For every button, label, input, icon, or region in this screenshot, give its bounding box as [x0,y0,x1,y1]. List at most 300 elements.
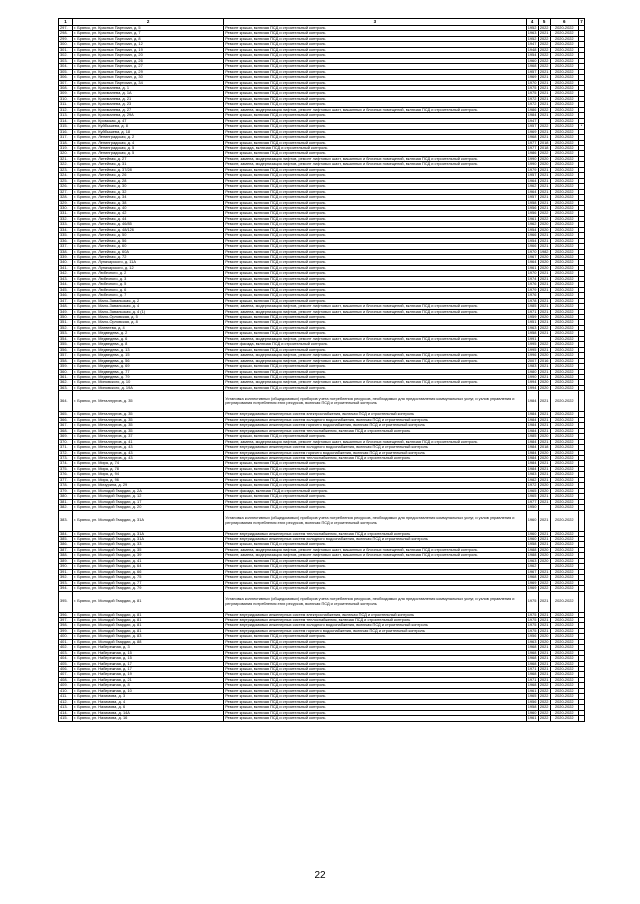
row-number: 307. [59,80,73,85]
build-year-cell: 1960 [527,710,537,715]
note-cell [578,716,584,721]
work-type-cell: Ремонт крыши, включая ПСД и строительный контроль [224,385,526,390]
build-year-cell: 1970 [527,249,537,254]
last-repair-cell: 2021 [539,422,549,428]
last-repair-cell: 2022 [539,63,549,69]
period-cell: 2020-2022 [550,124,578,129]
period-cell: 2020-2022 [550,135,578,140]
address-cell: г. Брянск, ул. Литейная, д. 32 [73,189,224,194]
row-number: 344. [59,282,73,287]
build-year-cell: 1975 [527,628,537,633]
row-number: 354. [59,336,73,341]
period-cell: 2020-2022 [550,91,578,96]
work-type-cell: Ремонт крыши, включая ПСД и строительный контроль [224,80,526,85]
period-cell: 2020-2022 [550,102,578,107]
address-cell: г. Брянск, ул. Молодой Гвардии, д. 81 [73,612,224,617]
last-repair-cell: 2021 [539,112,549,118]
build-year-cell: 1961 [527,265,537,270]
work-type-cell: Ремонт крыши, включая ПСД и строительный контроль [224,661,526,666]
work-type-cell: Ремонт крыши, включая ПСД и строительный контроль [224,31,526,36]
row-number: 305. [59,69,73,74]
row-number: 411. [59,694,73,699]
header-cell-1: 1 [59,19,73,26]
last-repair-cell: 2021 [539,276,549,281]
build-year-cell: 1984 [527,466,537,471]
row-number: 311. [59,102,73,107]
period-cell: 2020-2022 [550,271,578,276]
period-cell: 2020-2022 [550,36,578,41]
period-cell: 2020-2022 [550,688,578,693]
address-cell: г. Брянск, ул. Молодой Гвардии, д. 77 [73,580,224,585]
work-type-cell: Ремонт крыши, включая ПСД и строительный контроль [224,293,526,298]
build-year-cell: 1968 [527,644,537,650]
row-number: 400. [59,634,73,639]
last-repair-cell: 2022 [539,585,549,591]
work-type-cell: Ремонт крыши, включая ПСД и строительный контроль [224,699,526,704]
last-repair-cell: 2021 [539,617,549,622]
row-number: 335. [59,233,73,238]
build-year-cell: 1961 [527,715,537,721]
row-number: 369. [59,434,73,439]
build-year-cell: 1984 [527,422,537,428]
address-cell: г. Брянск, ул. Молодой Гвардии, д. 31А [73,510,224,531]
work-type-cell: Ремонт внутридомовых инженерных систем холодного водоснабжения, включая ПСД и строительный контроль [224,445,526,450]
work-type-cell: Ремонт, замена, модернизация лифтов, ремонт лифтовых шахт, машинных и блочных помещений, включая ПСД и строительный контроль [224,358,526,363]
last-repair-cell: 2022 [539,58,549,63]
last-repair-cell: 2022 [539,699,549,704]
address-cell: г. Брянск, ул. Набережная, д. 10 [73,688,224,693]
period-cell: 2020-2022 [550,31,578,36]
row-number: 316. [59,129,73,134]
last-repair-cell: 2018 [539,145,549,150]
period-cell: 2020-2022 [550,455,578,460]
last-repair-cell: 2021 [539,178,549,183]
build-year-cell: 1960 [527,536,537,541]
work-type-cell: Ремонт крыши, включая ПСД и строительный контроль [224,710,526,715]
build-year-cell: 1984 [527,112,537,118]
last-repair-cell: 2022 [539,107,549,112]
last-repair-cell: 2021 [539,499,549,504]
work-type-cell: Ремонт крыши, включая ПСД и строительный контроль [224,315,526,320]
row-number: 393. [59,580,73,585]
address-cell: г. Брянск, ул. Медведева, д. 6 [73,336,224,341]
period-cell: 2020-2022 [550,353,578,358]
work-type-cell: Ремонт крыши, включая ПСД и строительный контроль [224,461,526,466]
last-repair-cell: 2021 [539,644,549,650]
build-year-cell: 1972 [527,101,537,107]
last-repair-cell: 2021 [539,303,549,309]
row-number: 300. [59,42,73,47]
row-number: 345. [59,287,73,292]
work-type-cell: Ремонт крыши, включая ПСД и строительный контроль [224,580,526,585]
last-repair-cell: 2021 [539,493,549,499]
row-number: 321. [59,156,73,161]
build-year-cell: 1962 [527,563,537,569]
last-repair-cell: 2021 [539,536,549,541]
work-type-cell: Ремонт внутридомовых инженерных систем горячего водоснабжения, включая ПСД и строительный контроль [224,450,526,455]
period-cell: 2020-2022 [550,569,578,574]
address-cell: г. Брянск, ул. Миновского, д. 19А [73,385,224,390]
row-number: 297. [59,26,73,31]
table-row [59,510,585,531]
last-repair-cell: 2020 [539,314,549,320]
last-repair-cell: 2021 [539,439,549,444]
build-year-cell: 1966 [527,243,537,249]
row-number: 372. [59,450,73,455]
last-repair-cell: 2022 [539,36,549,41]
last-repair-cell: 2020 [539,265,549,270]
period-cell: 2020-2022 [550,58,578,63]
last-repair-cell: 2020 [539,254,549,260]
build-year-cell: 1979 [527,287,537,292]
work-type-cell: Ремонт крыши, включая ПСД и строительный контроль [224,466,526,471]
row-number: 380. [59,494,73,499]
period-cell: 2020-2022 [550,466,578,471]
period-cell: 2020-2022 [550,145,578,150]
build-year-cell: 1971 [527,309,537,314]
row-number: 329. [59,200,73,205]
build-year-cell: 1968 [527,671,537,677]
row-number: 310. [59,96,73,101]
header-cell-4: 4 [526,19,538,26]
row-number: 334. [59,227,73,232]
period-cell: 2020-2022 [550,623,578,628]
period-cell: 2020-2022 [550,276,578,281]
work-type-cell: Ремонт внутридомовых инженерных систем холодного водоснабжения, включая ПСД и строительный контроль [224,536,526,541]
address-cell: г. Брянск, ул. Молодой Гвардии, д. 81 [73,628,224,633]
build-year-cell: 1975 [527,85,537,90]
work-type-cell: Ремонт крыши, включая ПСД и строительный контроль [224,249,526,254]
row-number: 339. [59,255,73,260]
period-cell: 2020-2022 [550,667,578,672]
row-number: 331. [59,211,73,216]
period-cell: 2020-2022 [550,472,578,477]
build-year-cell: 1975 [527,622,537,628]
last-repair-cell: 2021 [539,167,549,172]
period-cell: 2020-2022 [550,699,578,704]
build-year-cell: 1961 [527,688,537,693]
row-number: 391. [59,569,73,574]
period-cell: 2020-2022 [550,385,578,390]
address-cell: г. Брянск, ул. Мало-Завальская, д. 4 (1) [73,309,224,314]
build-year-cell: 1977 [527,499,537,504]
build-year-cell: 1951 [527,319,537,325]
period-cell: 2020-2022 [550,298,578,303]
address-cell: г. Брянск, ул. Мало-Орловская, д. 5 [73,315,224,320]
row-number: 362. [59,380,73,385]
build-year-cell: 1983 [527,471,537,477]
row-number: 351. [59,320,73,325]
row-number: 376. [59,472,73,477]
work-type-cell: Ремонт, замена, модернизация лифтов, ремонт лифтовых шахт, машинных и блочных помещений, включая ПСД и строительный контроль [224,353,526,358]
build-year-cell: 1950 [527,504,537,510]
address-cell: г. Брянск, ул. Крахмалева, д. 1 [73,85,224,90]
note-cell [578,510,584,531]
row-number: 364. [59,391,73,412]
work-type-cell: Ремонт крыши, включая ПСД и строительный контроль [224,42,526,47]
row-number: 395. [59,591,73,612]
build-year-cell: 1976 [527,292,537,298]
build-year-cell: 1977 [527,140,537,145]
work-type-cell: Ремонт крыши, включая ПСД и строительный контроль [224,135,526,140]
last-repair-cell: 2020 [539,227,549,232]
row-number: 328. [59,195,73,200]
work-type-cell: Ремонт внутридомовых инженерных систем теплоснабжения, включая ПСД и строительный контроль [224,428,526,433]
address-cell: г. Брянск, ул. Мичурина, д. 29 [73,483,224,488]
row-number: 324. [59,173,73,178]
build-year-cell: 1984 [527,455,537,460]
work-type-cell: Ремонт крыши, включая ПСД и строительный контроль [224,113,526,118]
address-cell: г. Брянск, ул. Луначарского, д. 12 [73,265,224,270]
period-cell: 2020-2022 [550,391,578,412]
build-year-cell: 1991 [527,336,537,341]
last-repair-cell: 2021 [539,101,549,107]
address-cell: г. Брянск, ул. Набережная, д. 15 [73,650,224,655]
row-number: 379. [59,488,73,493]
repair-program-table [58,18,585,722]
last-repair-cell: 2022 [539,704,549,710]
row-number: 412. [59,699,73,704]
last-repair-cell: 2021 [539,428,549,433]
work-type-cell: Ремонт крыши, включая ПСД и строительный контроль [224,69,526,74]
build-year-cell: 1956 [527,633,537,639]
row-number: 383. [59,510,73,531]
build-year-cell: 1970 [527,80,537,85]
period-cell: 2020-2022 [550,591,578,612]
work-type-cell: Ремонт крыши, включая ПСД и строительный контроль [224,53,526,58]
work-type-cell: Ремонт, замена, модернизация лифтов, ремонт лифтовых шахт, машинных и блочных помещений, включая ПСД и строительный контроль [224,304,526,309]
build-year-cell: 1971 [527,677,537,682]
last-repair-cell: 2022 [539,693,549,699]
period-cell: 2020-2022 [550,304,578,309]
build-year-cell: 1984 [527,428,537,433]
work-type-cell: Ремонт крыши, включая ПСД и строительный контроль [224,347,526,352]
row-number: 319. [59,145,73,150]
address-cell: г. Брянск, ул. Ленинградская, д. 5 [73,145,224,150]
last-repair-cell: 2021 [539,622,549,628]
build-year-cell: 1956 [527,210,537,216]
period-cell: 2020-2022 [550,53,578,58]
last-repair-cell: 2022 [539,52,549,58]
build-year-cell: 1990 [527,374,537,379]
address-cell: г. Брянск, ул. Молодой Гвардии, д. 20 [73,505,224,510]
period-cell: 2020-2022 [550,564,578,569]
row-number: 348. [59,304,73,309]
last-repair-cell: 2022 [539,574,549,580]
period-cell: 2020-2022 [550,542,578,547]
build-year-cell: 1974 [527,276,537,281]
build-year-cell: 1963 [527,639,537,644]
row-number: 325. [59,178,73,183]
row-number: 308. [59,85,73,90]
work-type-cell: Ремонт крыши, включая ПСД и строительный контроль [224,483,526,488]
row-number: 378. [59,483,73,488]
build-year-cell: 1967 [527,569,537,574]
last-repair-cell: 2020 [539,633,549,639]
last-repair-cell: 2021 [539,30,549,36]
address-cell: г. Брянск, ул. Красных Партизан, д. 5 [73,26,224,31]
period-cell: 2020-2022 [550,113,578,118]
header-row [59,19,585,26]
row-number: 303. [59,58,73,63]
period-cell: 2020-2022 [550,499,578,504]
period-cell: 2020-2022 [550,47,578,52]
table-row [59,391,585,412]
address-cell: г. Брянск, ул. Нахимова, д. 4 [73,699,224,704]
period-cell: 2020-2022 [550,129,578,134]
build-year-cell: 1970 [527,270,537,276]
period-cell: 2020-2022 [550,510,578,531]
work-type-cell: Ремонт крыши, включая ПСД и строительный контроль [224,118,526,123]
work-type-cell: Ремонт, замена, модернизация лифтов, ремонт лифтовых шахт, машинных и блочных помещений, включая ПСД и строительный контроль [224,547,526,552]
period-cell: 2020-2022 [550,661,578,666]
work-type-cell: Ремонт, замена, модернизация лифтов, ремонт лифтовых шахт, машинных и блочных помещений, включая ПСД и строительный контроль [224,553,526,558]
build-year-cell: 1984 [527,417,537,422]
work-type-cell: Ремонт крыши, включая ПСД и строительный контроль [224,320,526,325]
build-year-cell: 1988 [527,547,537,552]
work-type-cell: Ремонт крыши, включая ПСД и строительный контроль [224,200,526,205]
address-cell: г. Брянск, ул. Мира, д. 96 [73,477,224,482]
last-repair-cell: 2021 [539,74,549,80]
row-number: 406. [59,667,73,672]
row-number: 366. [59,417,73,422]
last-repair-cell: 2021 [539,319,549,325]
work-type-cell: Ремонт крыши, включая ПСД и строительный контроль [224,677,526,682]
row-number: 381. [59,499,73,504]
address-cell: г. Брянск, ул. Литейная, д. 27 [73,156,224,161]
build-year-cell: 1952 [527,25,537,30]
address-cell: г. Брянск, ул. Мира, д. 78 [73,466,224,471]
row-number: 343. [59,276,73,281]
address-cell: г. Брянск, ул. Молодой Гвардии, д. 12 [73,494,224,499]
period-cell: 2020-2022 [550,342,578,347]
address-cell: г. Брянск, ул. Набережная, д. 19 [73,672,224,677]
address-cell: г. Брянск, ул. Красных Партизан, д. 26 [73,58,224,63]
row-number: 332. [59,216,73,221]
work-type-cell: Ремонт крыши, включая ПСД и строительный контроль [224,716,526,721]
address-cell: г. Брянск, ул. Медведева, д. 56 [73,358,224,363]
address-cell: г. Брянск, ул. Набережная, д. 3 [73,645,224,650]
work-type-cell: Ремонт крыши, включая ПСД и строительный контроль [224,672,526,677]
last-repair-cell: 2021 [539,347,549,352]
row-number: 330. [59,205,73,210]
address-cell: г. Брянск, ул. Молодой Гвардии, д. 31А [73,531,224,536]
work-type-cell: Ремонт крыши, включая ПСД и строительный контроль [224,282,526,287]
period-cell: 2020-2022 [550,612,578,617]
last-repair-cell: 2021 [539,363,549,369]
period-cell: 2020-2022 [550,461,578,466]
period-cell: 2020-2022 [550,178,578,183]
address-cell: г. Брянск, ул. Нахимова, д. 16 [73,716,224,721]
build-year-cell: 1980 [527,369,537,374]
build-year-cell: 1968 [527,134,537,140]
row-number: 405. [59,661,73,666]
row-number: 394. [59,586,73,591]
build-year-cell: 1972 [527,96,537,101]
address-cell: г. Брянск, ул. Молодой Гвардии, д. 64 [73,564,224,569]
header-cell-7: 7 [580,19,583,24]
row-number: 409. [59,683,73,688]
period-cell: 2020-2022 [550,320,578,325]
address-cell: г. Брянск, ул. Литейная, д. 60А [73,249,224,254]
work-type-cell: Ремонт крыши, включая ПСД и строительный контроль [224,91,526,96]
last-repair-cell: 2021 [538,391,550,412]
period-cell: 2020-2022 [550,483,578,488]
address-cell: г. Брянск, ул. Литейная, д. 26 [73,173,224,178]
last-repair-cell: 2020 [539,433,549,439]
last-repair-cell: 2021 [539,531,549,536]
work-type-cell: Ремонт крыши, включая ПСД и строительный контроль [224,645,526,650]
build-year-cell: 1947 [527,118,537,123]
period-cell: 2020-2022 [550,200,578,205]
address-cell: г. Брянск, ул. Литейная, д. 48/126 [73,227,224,232]
last-repair-cell: 2020 [539,455,549,460]
address-cell: г. Брянск, ул. Литейная, д. 28 [73,178,224,183]
work-type-cell: Ремонт крыши, включая ПСД и строительный контроль [224,205,526,210]
address-cell: г. Брянск, ул. Литейная, д. 34 [73,195,224,200]
work-type-cell: Ремонт крыши, включая ПСД и строительный контроль [224,140,526,145]
work-type-cell: Ремонт крыши, включая ПСД и строительный контроль [224,650,526,655]
address-cell: г. Брянск, ул. Литейная, д. 72 [73,255,224,260]
build-year-cell: 1968 [527,682,537,688]
address-cell: г. Брянск, ул. Крахмалева, д. 23 [73,102,224,107]
build-year-cell: 1958 [527,704,537,710]
period-cell: 2020-2022 [550,417,578,422]
build-year-cell: 1975 [526,591,538,612]
period-cell: 2020-2022 [550,380,578,385]
last-repair-cell: 2022 [539,682,549,688]
row-number: 361. [59,375,73,380]
period-cell: 2020-2022 [550,265,578,270]
work-type-cell: Ремонт крыши, включая ПСД и строительный контроль [224,325,526,330]
period-cell: 2020-2022 [550,162,578,167]
period-cell: 2020-2022 [550,315,578,320]
row-number: 404. [59,656,73,661]
build-year-cell: 1975 [527,612,537,617]
build-year-cell: 1986 [527,150,537,156]
work-type-cell: Ремонт, замена, модернизация лифтов, ремонт лифтовых шахт, машинных и блочных помещений, включая ПСД и строительный контроль [224,309,526,314]
period-cell: 2020-2022 [550,445,578,450]
build-year-cell: 1990 [527,156,537,161]
period-cell: 2020-2022 [550,216,578,221]
address-cell: г. Брянск, ул. Любезного, д. 6 [73,287,224,292]
row-number: 365. [59,412,73,417]
last-repair-cell: 2020 [539,385,549,390]
build-year-cell: 1959 [527,314,537,320]
row-number: 377. [59,477,73,482]
work-type-cell: Ремонт крыши, включая ПСД и строительный контроль [224,173,526,178]
period-cell: 2020-2022 [550,488,578,493]
work-type-cell: Ремонт внутридомовых инженерных систем электроснабжения, включая ПСД и строительный контроль [224,612,526,617]
address-cell: г. Брянск, ул. Литейная, д. 42 [73,211,224,216]
build-year-cell: 1968 [527,650,537,655]
row-number: 342. [59,271,73,276]
build-year-cell: 1985 [527,303,537,309]
last-repair-cell: 2021 [539,330,549,336]
row-number: 320. [59,151,73,156]
work-type-cell: Ремонт крыши, включая ПСД и строительный контроль [224,499,526,504]
row-number: 317. [59,135,73,140]
period-cell: 2020-2022 [550,293,578,298]
period-cell: 2020-2022 [550,282,578,287]
last-repair-cell: 2020 [539,488,549,493]
row-number: 407. [59,672,73,677]
build-year-cell: 1963 [527,30,537,36]
row-number: 358. [59,358,73,363]
row-number: 375. [59,466,73,471]
work-type-cell: Ремонт крыши, включая ПСД и строительный контроль [224,542,526,547]
last-repair-cell: 2021 [539,134,549,140]
